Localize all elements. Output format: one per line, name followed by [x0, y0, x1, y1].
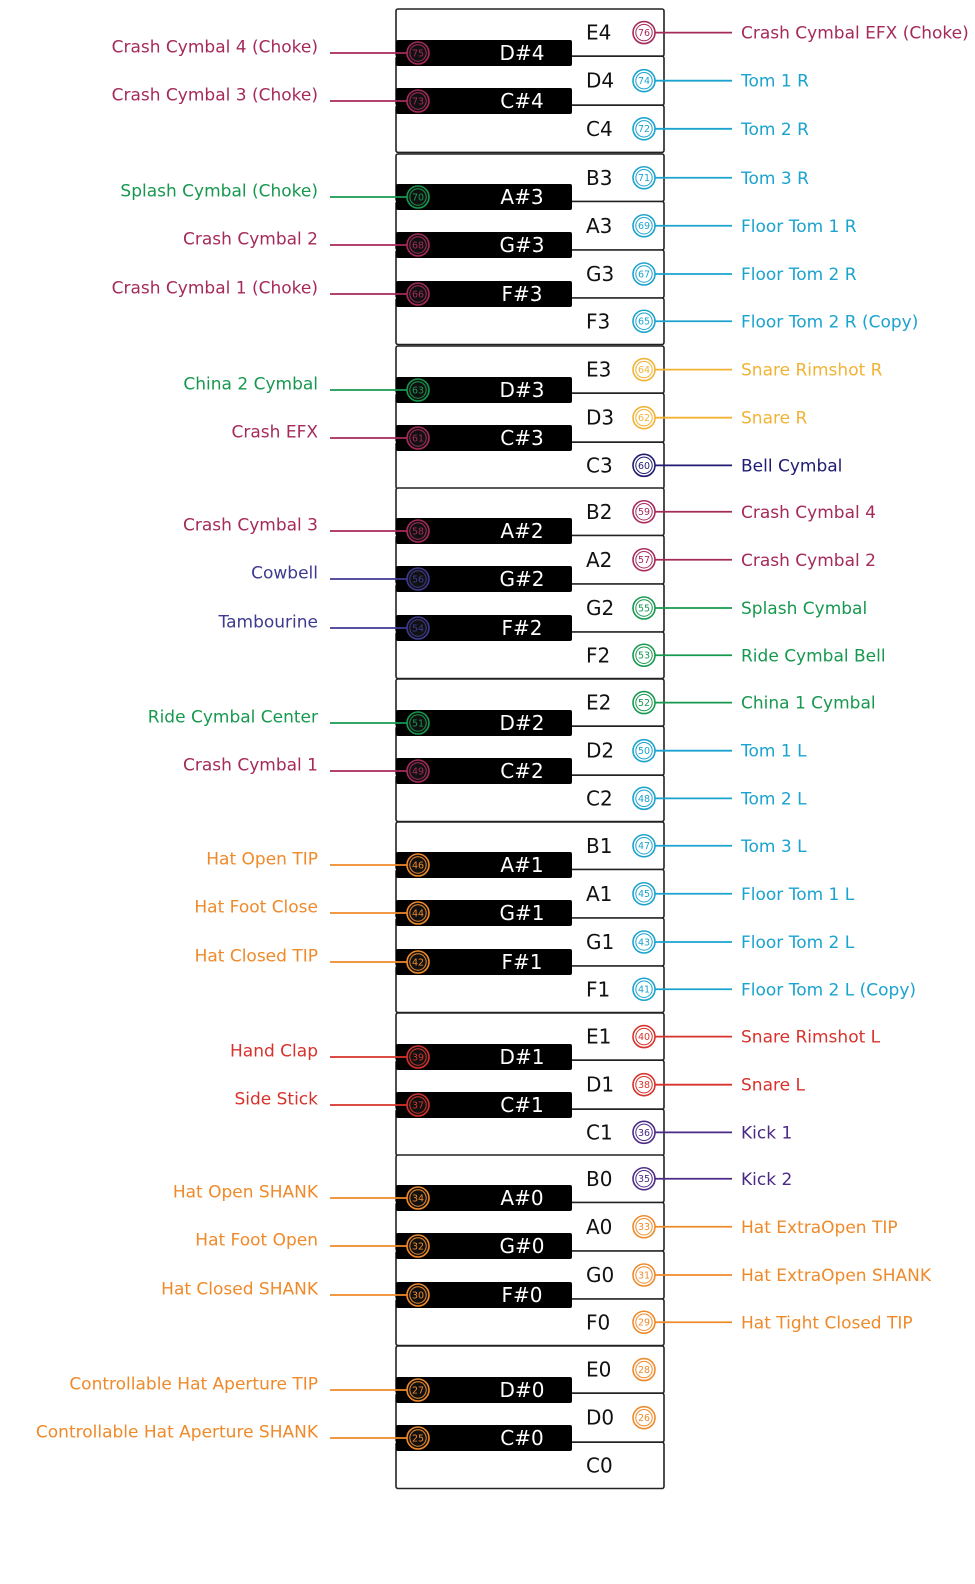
black-key-midi-badge-number: 66 — [411, 289, 425, 301]
white-key-note: F2 — [586, 643, 611, 668]
white-key-midi-badge-number: 43 — [637, 937, 651, 949]
black-key-midi-badge-number: 49 — [411, 766, 425, 778]
black-key — [230, 1042, 572, 1071]
black-key — [195, 1231, 572, 1260]
black-key-midi-badge-number: 58 — [411, 526, 425, 538]
white-key-note: D1 — [586, 1072, 615, 1097]
black-key — [218, 613, 572, 642]
black-key — [183, 375, 572, 404]
white-key-midi-badge — [633, 644, 655, 666]
black-key — [148, 708, 572, 737]
black-key-midi-badge — [407, 427, 429, 449]
black-key-label: Crash EFX — [231, 422, 318, 443]
black-key-label: Crash Cymbal 1 (Choke) — [111, 278, 318, 299]
black-key-midi-badge-number: 25 — [411, 1433, 425, 1445]
white-key-midi-badge — [633, 22, 655, 44]
white-key-label: Bell Cymbal — [741, 456, 843, 477]
black-key-note: F#2 — [501, 616, 543, 640]
white-key-note: G1 — [586, 930, 615, 954]
black-key — [112, 86, 572, 115]
white-key-note: C1 — [586, 1120, 613, 1145]
white-key-note: C3 — [586, 453, 613, 478]
white-key-midi-badge-number: 36 — [637, 1127, 651, 1139]
black-key-note: A#1 — [500, 853, 544, 877]
white-key-label: Kick 2 — [741, 1169, 793, 1190]
white-key-midi-badge — [633, 740, 655, 762]
black-key-midi-badge — [407, 42, 429, 64]
white-key-label: Ride Cymbal Bell — [741, 646, 886, 667]
black-key-note: G#3 — [499, 233, 545, 257]
white-key-midi-badge-number: 65 — [637, 316, 651, 328]
black-key-midi-badge-number: 70 — [411, 192, 425, 204]
white-key-note: D0 — [586, 1405, 615, 1430]
black-key — [251, 564, 572, 593]
black-key-note: A#0 — [500, 1186, 544, 1210]
white-key-label: Crash Cymbal EFX (Choke) — [741, 23, 969, 44]
black-key-note: F#0 — [501, 1283, 543, 1307]
black-key — [120, 182, 572, 211]
black-key-note: D#4 — [499, 41, 545, 65]
white-key-note: A0 — [586, 1214, 613, 1239]
white-key-midi-badge-number: 72 — [637, 124, 651, 136]
white-key-note: E4 — [586, 20, 612, 45]
black-key — [195, 947, 572, 976]
black-key-label: Hat Foot Close — [194, 897, 318, 918]
white-key-label: Splash Cymbal — [741, 599, 868, 619]
white-key-midi-badge-number: 57 — [637, 555, 651, 567]
black-key-midi-badge-number: 30 — [411, 1290, 425, 1302]
black-key-midi-badge-number: 75 — [411, 48, 425, 60]
white-key-midi-badge-number: 41 — [637, 984, 651, 996]
white-key-note: C2 — [586, 786, 613, 811]
black-key-label: Crash Cymbal 2 — [183, 229, 318, 250]
black-key-label: Crash Cymbal 3 (Choke) — [111, 85, 318, 106]
white-key-midi-badge — [633, 407, 655, 429]
black-key-label: Controllable Hat Aperture SHANK — [35, 1422, 318, 1443]
white-key-midi-badge-number: 29 — [637, 1317, 651, 1329]
white-key-note: B3 — [586, 165, 613, 190]
white-key-note: C4 — [586, 116, 613, 141]
black-key-label: Crash Cymbal 1 — [183, 755, 318, 776]
white-key-note: F3 — [586, 309, 611, 334]
white-key-label: Hat ExtraOpen SHANK — [741, 1266, 932, 1286]
black-key-note: C#1 — [500, 1093, 544, 1117]
white-key-note: A1 — [586, 881, 613, 906]
white-key-midi-badge-number: 40 — [637, 1032, 651, 1043]
black-key-midi-badge — [407, 902, 429, 924]
white-key-label: Snare Rimshot L — [741, 1027, 881, 1048]
white-key-label: Tom 1 R — [741, 71, 809, 92]
black-key-label: Splash Cymbal (Choke) — [120, 181, 318, 202]
white-key-label: Floor Tom 1 L — [741, 884, 855, 905]
black-key-label: Ride Cymbal Center — [147, 707, 318, 728]
black-key-note: C#2 — [500, 759, 544, 783]
black-key-midi-badge-number: 42 — [411, 957, 425, 969]
black-key-label: Hat Closed TIP — [194, 946, 318, 967]
white-key-label: Floor Tom 2 L (Copy) — [741, 980, 917, 1001]
white-key-midi-badge — [633, 835, 655, 857]
black-key-midi-badge-number: 73 — [411, 96, 425, 108]
black-key-note: D#2 — [499, 711, 545, 735]
black-key-note: F#3 — [501, 282, 543, 306]
black-key-label: Cowbell — [251, 563, 318, 584]
white-key-midi-badge-number: 60 — [637, 460, 651, 472]
white-key-note: G0 — [586, 1263, 615, 1287]
white-key-midi-badge — [633, 787, 655, 809]
black-key — [161, 1280, 572, 1309]
white-key-midi-badge-number: 67 — [637, 269, 651, 281]
black-key-midi-badge-number: 63 — [411, 385, 425, 397]
black-key — [173, 1183, 572, 1212]
white-key-label: Floor Tom 2 R (Copy) — [741, 312, 919, 333]
white-key-midi-badge-number: 59 — [637, 507, 651, 519]
white-key-midi-badge-number: 33 — [637, 1222, 651, 1234]
white-key-note: G2 — [586, 596, 615, 620]
black-key-midi-badge-number: 56 — [411, 574, 425, 586]
black-key-midi-badge — [407, 951, 429, 973]
black-key-note: C#3 — [500, 426, 544, 450]
black-key-note: F#1 — [501, 950, 543, 974]
black-key-midi-badge-number: 34 — [411, 1193, 425, 1205]
black-key-label: Hand Clap — [230, 1041, 318, 1062]
black-key-note: A#3 — [500, 185, 544, 209]
white-key-note: D2 — [586, 738, 615, 763]
black-key-label: China 2 Cymbal — [183, 374, 318, 395]
white-key-note: D4 — [586, 68, 615, 93]
white-key-label: Snare R — [741, 408, 808, 429]
white-key-label: Snare Rimshot R — [741, 360, 883, 381]
black-key-midi-badge — [407, 760, 429, 782]
white-key-note: G3 — [586, 262, 615, 286]
black-key-note: A#2 — [500, 519, 544, 543]
white-key-midi-badge — [633, 978, 655, 1000]
black-key-label: Hat Closed SHANK — [161, 1279, 318, 1300]
white-key-note: A3 — [586, 213, 613, 238]
black-key — [183, 516, 572, 545]
white-key-label: Hat ExtraOpen TIP — [741, 1217, 898, 1238]
white-key-midi-badge-number: 64 — [637, 365, 651, 376]
black-key-note: G#1 — [499, 901, 545, 925]
white-key-note: F1 — [586, 977, 611, 1002]
black-key — [112, 279, 572, 308]
black-key-note: D#1 — [499, 1045, 545, 1069]
black-key-note: C#4 — [500, 89, 544, 113]
white-key-label: Crash Cymbal 2 — [741, 550, 876, 571]
black-key-label: Crash Cymbal 3 — [183, 515, 318, 536]
white-key-midi-badge — [633, 692, 655, 714]
white-key-midi-badge — [633, 310, 655, 332]
black-key — [206, 850, 572, 879]
white-key-midi-badge-number: 38 — [637, 1080, 651, 1092]
white-key-label: Snare L — [741, 1075, 805, 1096]
white-key-label: Tom 3 R — [741, 168, 809, 189]
black-key-midi-badge-number: 44 — [411, 908, 425, 920]
white-key-midi-badge-number: 74 — [637, 76, 651, 88]
white-key-midi-badge-number: 48 — [637, 793, 651, 805]
white-key-label: Tom 1 L — [741, 741, 807, 762]
white-keys — [396, 9, 969, 1489]
black-key-midi-badge-number: 54 — [411, 623, 425, 635]
black-key — [36, 1423, 572, 1452]
white-key-midi-badge — [633, 597, 655, 619]
white-key-midi-badge-number: 26 — [637, 1413, 651, 1425]
white-key-midi-badge-number: 31 — [637, 1270, 651, 1282]
black-key-note: D#0 — [499, 1378, 545, 1402]
white-key-note: F0 — [586, 1310, 611, 1335]
black-key-note: D#3 — [499, 378, 545, 402]
white-key-midi-badge — [633, 549, 655, 571]
white-key-note: B1 — [586, 833, 613, 858]
black-key-midi-badge-number: 39 — [411, 1052, 425, 1064]
black-key-midi-badge — [407, 379, 429, 401]
black-key — [112, 38, 572, 67]
white-key-note: B2 — [586, 499, 613, 524]
black-key-note: G#0 — [499, 1234, 545, 1258]
white-key-midi-badge-number: 52 — [637, 698, 651, 709]
white-key-midi-badge-number: 55 — [637, 603, 651, 615]
black-key — [183, 230, 572, 259]
black-key-label: Hat Foot Open — [195, 1230, 318, 1251]
black-key-label: Hat Open TIP — [206, 849, 318, 870]
white-key-label: Hat Tight Closed TIP — [741, 1313, 913, 1334]
black-key-midi-badge — [407, 520, 429, 542]
white-key-label: Kick 1 — [741, 1123, 793, 1144]
black-key-note: C#0 — [500, 1426, 544, 1450]
black-key-label: Controllable Hat Aperture TIP — [69, 1374, 318, 1395]
white-key-label: Crash Cymbal 4 — [741, 502, 876, 523]
black-key-midi-badge-number: 46 — [411, 860, 425, 872]
white-key-midi-badge-number: 45 — [637, 889, 651, 901]
black-key-midi-badge-number: 37 — [411, 1100, 425, 1112]
white-key-midi-badge-number: 62 — [637, 413, 651, 425]
black-key-midi-badge-number: 32 — [411, 1241, 425, 1253]
white-key-note: E1 — [586, 1024, 612, 1049]
white-key-note: B0 — [586, 1166, 613, 1191]
black-key-label: Hat Open SHANK — [172, 1182, 318, 1203]
black-key-midi-badge — [407, 854, 429, 876]
white-key-label: Tom 2 L — [741, 789, 807, 810]
white-key-note: E2 — [586, 690, 612, 715]
white-key-midi-badge-number: 53 — [637, 650, 651, 662]
white-key-midi-badge — [633, 501, 655, 523]
white-key-midi-badge — [633, 359, 655, 381]
black-key — [234, 1090, 572, 1119]
white-key-note: D3 — [586, 405, 615, 430]
white-key-note: C0 — [586, 1453, 613, 1478]
black-key — [183, 756, 572, 785]
black-key-midi-badge-number: 27 — [411, 1385, 425, 1397]
white-key-midi-badge — [633, 883, 655, 905]
white-key-midi-badge-number: 69 — [637, 221, 651, 233]
black-key — [232, 423, 572, 452]
black-key-midi-badge-number: 61 — [411, 433, 425, 445]
black-key — [69, 1375, 572, 1404]
white-key-midi-badge-number: 76 — [637, 28, 651, 39]
white-key-note: A2 — [586, 547, 613, 572]
white-key-note: E0 — [586, 1357, 612, 1382]
white-key-label: China 1 Cymbal — [741, 693, 876, 714]
white-key-label: Tom 3 L — [741, 836, 807, 857]
white-key-midi-badge-number: 47 — [637, 841, 651, 853]
black-key-label: Crash Cymbal 4 (Choke) — [111, 37, 318, 58]
black-key-midi-badge — [407, 617, 429, 639]
white-key-label: Floor Tom 2 L — [741, 933, 855, 953]
white-key-midi-badge-number: 35 — [637, 1174, 651, 1186]
white-key-label: Floor Tom 2 R — [741, 265, 857, 285]
black-key-midi-badge — [407, 283, 429, 305]
black-key — [194, 898, 572, 927]
black-key-label: Tambourine — [218, 612, 318, 633]
black-key-midi-badge-number: 68 — [411, 240, 425, 252]
black-key-note: G#2 — [499, 567, 545, 591]
white-key-midi-badge-number: 50 — [637, 746, 651, 758]
black-key-midi-badge — [407, 712, 429, 734]
white-key-note: E3 — [586, 357, 612, 382]
white-key-label: Tom 2 R — [741, 119, 809, 140]
white-key-midi-badge — [633, 454, 655, 476]
black-key-label: Side Stick — [234, 1089, 318, 1110]
white-key-label: Floor Tom 1 R — [741, 216, 857, 237]
white-key-midi-badge — [633, 931, 655, 953]
white-key-midi-badge — [633, 263, 655, 285]
white-key-midi-badge-number: 71 — [637, 173, 651, 185]
white-key-midi-badge-number: 28 — [637, 1365, 651, 1376]
black-key-midi-badge — [407, 568, 429, 590]
black-key-midi-badge-number: 51 — [411, 718, 425, 730]
